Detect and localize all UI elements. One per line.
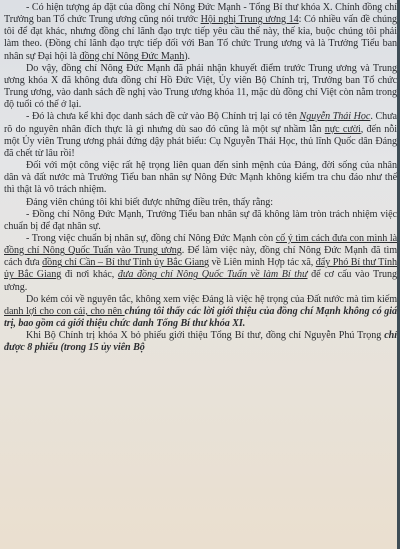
paragraph-5 — [4, 197, 397, 209]
underlined-text: nực cười — [324, 123, 361, 135]
underlined-italic-text: đưa đồng chí Nông Quốc Tuấn về làm Bí thư — [117, 269, 308, 281]
underlined-text: đồng chí Cần – Bí thư Tỉnh ủy Bắc Giang — [42, 257, 210, 269]
text: Đối với một công việc rất hệ trọng liên quan đến sinh mệnh của Đảng, đời sống của nhân dân và đất nước mà Trưởng Tiểu ban nhân sự Nông Đức Mạnh không kiểm tra chu đáo như thế thì thật là vô trách nhiệm. — [4, 160, 397, 196]
text: - Đồng chí Nông Đức Mạnh, Trưởng Tiểu ban nhân sự đã không làm tròn trách nhiệm việc chuẩn bị để đạt nhân sự. — [4, 208, 397, 232]
underlined-text: Hội nghị Trung ương 14 — [200, 14, 299, 26]
underlined-text: cố ý tìm cách đưa con mình là đồng chí Nông Quốc Tuấn vào Trung ương — [4, 232, 397, 257]
paragraph-2 — [4, 63, 397, 112]
text: . Để làm việc này, đồng chí Nông Đức Mạnh đã tìm cách đưa — [4, 245, 398, 269]
paragraph-8 — [4, 294, 397, 330]
text: Đảng viên chúng tôi khi biết được những điều trên, thấy rằng: — [26, 196, 274, 208]
text: . Chưa rõ do nguyên nhân đích thực là gì nhưng dù sao đó cũng là một sự nhầm lẫn — [4, 111, 397, 135]
document-text — [4, 2, 397, 355]
text: Khi Bộ Chính trị khóa X bỏ phiếu giới thiệu Tổng Bí thư, đồng chí Nguyễn Phú Trọng — [26, 330, 385, 342]
text: đi nơi khác, — [61, 269, 118, 281]
text: : Có nhiều vấn đề chúng tôi để đạt khác, nhưng đồng chí lãnh đạo trực tiếp yêu cầu thế này, thế kia, buộc chúng tôi phải làm theo. (Đồng chí lãnh đạo trực tiếp đối với Ban Tổ chức Trung ương và là Trưởng Tiểu ban nhân sự Đại hội là — [4, 14, 397, 62]
paragraph-9 — [4, 330, 397, 354]
underlined-text: đồng chí Nông Đức Mạnh — [79, 50, 185, 62]
paragraph-1 — [4, 2, 397, 63]
text: về Liên minh Hợp tác xã, — [209, 257, 316, 269]
paragraph-6 — [4, 209, 397, 233]
underlined-text: danh lợi cho con cái, cho nên — [4, 305, 125, 317]
text: Do vậy, đồng chí Nông Đức Mạnh đã phải nhận khuyết điểm trước Trung ương và Trung ương khóa X đã không đưa đồng chí Hồ Đức Việt, Ủy viên Bộ Chính trị, Trưởng ban Tổ chức Trung ương, vào danh sách đề nghị vào Trung ương khóa 11, mặc dù đồng chí Việt còn nằm trong độ tuổi có thể ở lại. — [4, 62, 397, 111]
text: - Có hiện tượng áp đặt của đồng chí Nông Đức Mạnh - Tổng Bí thư khóa X. Chính đồng chí Trưởng ban Tổ chức Trung ương cũng nói trước — [4, 2, 397, 26]
text: - Đó là chưa kể khi đọc danh sách đề cử vào Bộ Chính trị lại có tên — [26, 111, 300, 123]
paragraph-7 — [4, 233, 397, 294]
underlined-text: đẩy Phó Bí thư Tỉnh ủy Bắc Giang — [4, 257, 398, 281]
text: , đến nỗi một Ủy viên Trung ương phải đứng dậy phát biểu: Cụ Nguyễn Thái Học, thủ lĩnh Quốc dân Đảng đã chết từ lâu rồi! — [4, 123, 397, 159]
underlined-italic-text: Nguyễn Thái Học — [299, 111, 371, 123]
text: - Trong việc chuẩn bị nhân sự, đồng chí Nông Đức Mạnh còn — [26, 232, 276, 244]
text: Do kém cỏi về nguyên tắc, không xem việc Đảng là việc hệ trọng của Đất nước mà tìm kiếm — [26, 293, 397, 305]
bold-italic-text: chỉ được 8 phiếu — [4, 330, 397, 354]
paragraph-4 — [4, 160, 397, 196]
bold-italic-text: chúng tôi thấy các lời giới thiệu của đồng chí Mạnh không có giá trị, bao gồm cả giới thiệu chức danh Tổng Bí thư khóa XI. — [4, 305, 397, 330]
paragraph-3 — [4, 111, 397, 160]
text: ). — [184, 50, 190, 62]
bold-italic-text: (trong 15 ủy viên Bộ — [58, 342, 145, 354]
text: để cơ cấu vào Trung ương. — [4, 269, 398, 293]
